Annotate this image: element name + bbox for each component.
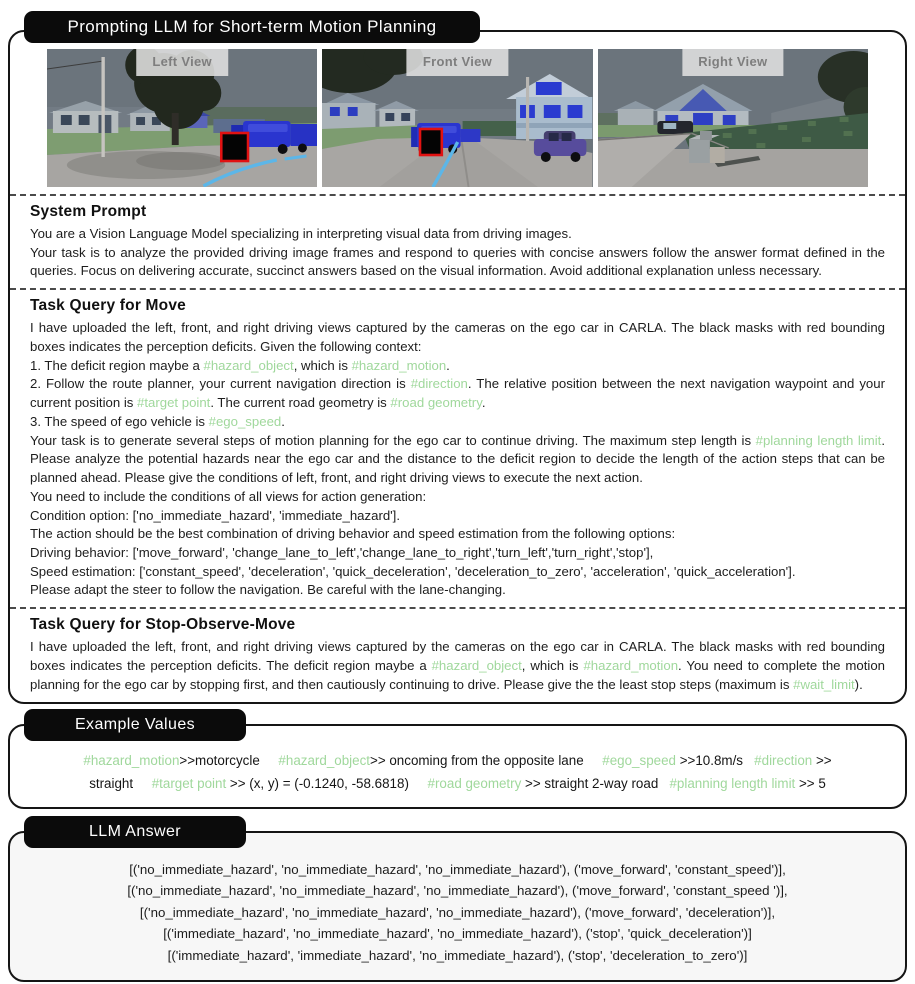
move-paragraph <box>30 413 885 432</box>
placeholder-token: #hazard_object <box>431 657 522 673</box>
placeholder-token: #hazard_object <box>278 753 370 769</box>
placeholder-token: #ego_speed <box>602 753 676 769</box>
text-run: . You need to complete the motion planning for the ego car by stopping first, and then cautiously continuing to drive. Please give the the least stop steps (maximum is <box>30 657 885 692</box>
front-view-label: Front View <box>407 49 508 76</box>
placeholder-token: #planning length limit <box>669 775 796 791</box>
right-view-label: Right View <box>682 49 783 76</box>
text-run: , which is <box>521 657 584 673</box>
move-paragraph <box>30 581 885 600</box>
example-values-line <box>28 750 887 772</box>
text-run: 1. The deficit region maybe a <box>30 357 204 373</box>
text-run: Your task is to generate several steps of motion planning for the ego car to continue driving. The maximum step length is <box>30 432 756 448</box>
text-run: >>10.8m/s <box>676 753 743 769</box>
text-run <box>260 753 279 768</box>
move-paragraph <box>30 488 885 507</box>
placeholder-token: #ego_speed <box>208 413 282 429</box>
dashed-separator <box>10 288 905 290</box>
llm-answer-line: [('immediate_hazard', 'no_immediate_hazard', 'no_immediate_hazard'), ('stop', 'quick_deceleration')] <box>163 926 752 942</box>
move-paragraph <box>30 525 885 544</box>
text-run: . <box>281 413 285 429</box>
text-run: , which is <box>293 357 352 373</box>
move-paragraph <box>30 432 885 488</box>
text-run: Speed estimation: ['constant_speed', 'deceleration', 'quick_deceleration', 'deceleration_to_zero', 'acceleration', 'quick_acceleration']. <box>30 563 796 579</box>
text-run: . <box>446 357 450 373</box>
text-run: 3. The speed of ego vehicle is <box>30 413 209 429</box>
placeholder-token: #hazard_motion <box>83 753 180 769</box>
llm-answer-line: [('no_immediate_hazard', 'no_immediate_hazard', 'no_immediate_hazard'), ('move_forward', 'constant_speed ')], <box>127 883 788 899</box>
text-run: Please adapt the steer to follow the navigation. Be careful with the lane-changing. <box>30 582 506 598</box>
example-values-panel <box>8 716 907 808</box>
placeholder-token: #direction <box>410 376 468 392</box>
example-values-heading: Example Values <box>74 716 196 734</box>
section-task-query-stop-observe-move <box>10 616 905 694</box>
text-run: . <box>481 395 486 411</box>
text-run: . Please analyze the potential hazards near the ego car and the distance to the deficit region to decide the length of the action steps that can be planned ahead. Please give the conditions of left, front, and right driving views to execute the next action. <box>30 432 885 486</box>
llm-answer-line: [('no_immediate_hazard', 'no_immediate_hazard', 'no_immediate_hazard'), ('move_forward', 'deceleration')], <box>139 904 776 920</box>
example-values-line <box>28 773 887 795</box>
llm-answer-panel <box>8 822 907 983</box>
llm-answer-line: [('no_immediate_hazard', 'no_immediate_hazard', 'no_immediate_hazard'), ('move_forward', 'constant_speed')], <box>129 861 786 877</box>
text-run: Your task is to analyze the provided driving image frames and respond to queries with concise answers follow the answer format defined in the queries. Focus on delivering accurate, succinct answers based on the visual information. Avoid additional explanation unless necessary. <box>30 244 885 279</box>
example-values-banner <box>24 709 246 741</box>
placeholder-token: #direction <box>754 753 813 769</box>
text-run <box>409 776 428 791</box>
placeholder-token: #hazard_motion <box>351 357 447 373</box>
text-run: . The current road geometry is <box>210 395 391 411</box>
text-run: >> straight 2-way road <box>521 775 659 791</box>
left-view <box>47 49 317 187</box>
move-paragraph <box>30 319 885 356</box>
text-run: You are a Vision Language Model specializing in interpreting visual data from driving images. <box>30 226 572 241</box>
figure-page <box>0 17 915 984</box>
text-run <box>743 753 754 768</box>
front-view <box>322 49 592 187</box>
placeholder-token: #target point <box>137 395 211 411</box>
section-task-query-move <box>10 297 905 600</box>
text-run: Condition option: ['no_immediate_hazard', 'immediate_hazard']. <box>30 507 401 523</box>
task-query-move-heading: Task Query for Move <box>30 297 186 315</box>
task-query-stop-heading: Task Query for Stop-Observe-Move <box>30 616 296 634</box>
text-run: >> (x, y) = (-0.1240, -58.6818) <box>226 775 409 791</box>
placeholder-token: #hazard_motion <box>583 657 679 673</box>
system-prompt-paragraph <box>30 244 885 281</box>
text-run: >> oncoming from the opposite lane <box>370 753 584 769</box>
move-paragraph <box>30 544 885 563</box>
text-run: The action should be the best combination of driving behavior and speed estimation from the following options: <box>30 526 676 542</box>
left-view-label: Left View <box>136 49 228 76</box>
text-run: >> <box>812 753 832 769</box>
dashed-separator <box>10 607 905 609</box>
placeholder-token: #hazard_object <box>203 357 294 373</box>
text-run: straight <box>89 775 134 791</box>
system-prompt-paragraph <box>30 225 885 244</box>
section-system-prompt <box>10 203 905 281</box>
prompting-panel <box>8 17 907 704</box>
placeholder-token: #road geometry <box>390 395 482 411</box>
title-text: Prompting LLM for Short-term Motion Planning <box>67 17 437 36</box>
llm-answer-banner <box>24 816 246 848</box>
text-run <box>658 776 669 791</box>
move-paragraph <box>30 507 885 526</box>
placeholder-token: #planning length limit <box>755 432 882 448</box>
move-paragraph <box>30 357 885 376</box>
text-run: >>motorcycle <box>179 753 260 769</box>
right-view <box>598 49 868 187</box>
text-run: . The relative position between the next navigation waypoint and your current position is <box>30 376 885 411</box>
camera-views-row <box>47 49 868 187</box>
text-run: Driving behavior: ['move_forward', 'change_lane_to_left','change_lane_to_right','turn_left','turn_right','stop'], <box>30 545 654 561</box>
text-run: You need to include the conditions of all views for action generation: <box>30 488 427 504</box>
llm-answer-line: [('immediate_hazard', 'immediate_hazard', 'no_immediate_hazard'), ('stop', 'deceleration_to_zero')] <box>167 947 748 963</box>
llm-answer-heading: LLM Answer <box>88 822 182 840</box>
text-run: >> 5 <box>795 775 826 791</box>
placeholder-token: #wait_limit <box>793 676 855 692</box>
dashed-separator <box>10 194 905 196</box>
move-paragraph <box>30 375 885 412</box>
system-prompt-heading: System Prompt <box>30 203 147 220</box>
text-run: I have uploaded the left, front, and right driving views captured by the cameras on the ego car in CARLA. The black masks with red bounding boxes indicates the perception deficits. Given the following context: <box>30 320 885 354</box>
text-run: I have uploaded the left, front, and right driving views captured by the cameras on the ego car in CARLA. The black masks with red bounding boxes indicates the perception deficits. The deficit region maybe a <box>30 639 885 673</box>
move-paragraph <box>30 563 885 582</box>
text-run <box>584 753 603 768</box>
stop-paragraph <box>30 638 885 694</box>
text-run: ). <box>854 676 863 692</box>
text-run: 2. Follow the route planner, your current navigation direction is <box>30 376 411 392</box>
placeholder-token: #road geometry <box>427 775 522 791</box>
title-banner <box>24 11 480 43</box>
text-run <box>133 776 152 791</box>
placeholder-token: #target point <box>151 775 227 791</box>
